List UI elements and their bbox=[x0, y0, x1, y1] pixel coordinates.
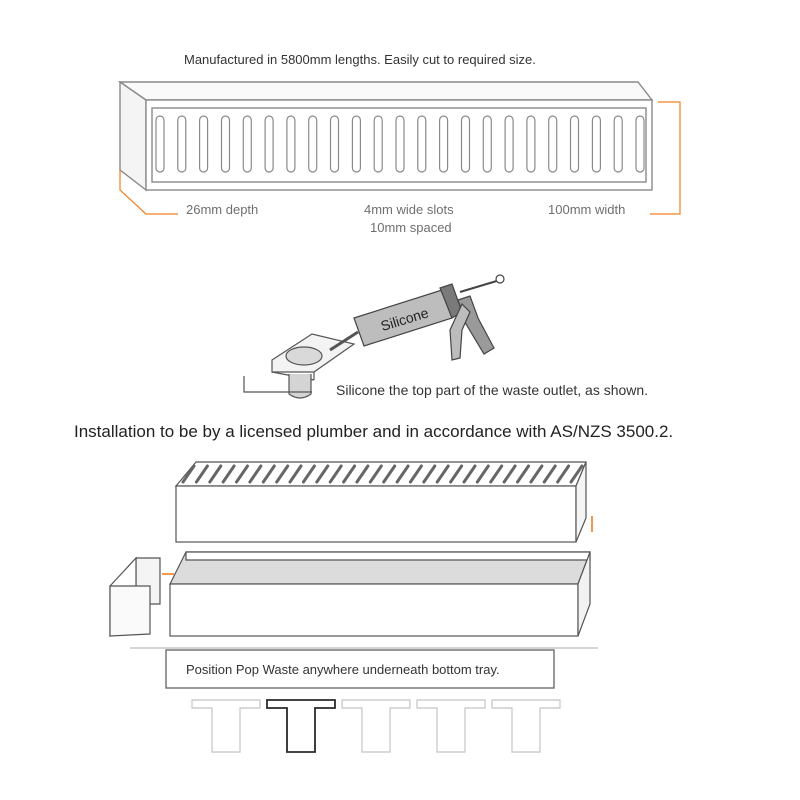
grate-left-side bbox=[120, 82, 146, 190]
grate-slot bbox=[331, 116, 339, 172]
grate-slot bbox=[178, 116, 186, 172]
slots-spacing-label: 10mm spaced bbox=[370, 220, 452, 235]
width-label: 100mm width bbox=[548, 202, 626, 217]
slots-width-label: 4mm wide slots bbox=[364, 202, 454, 217]
grate-slot bbox=[549, 116, 557, 172]
pop-waste-row bbox=[192, 700, 560, 752]
installation-note: Installation to be by a licensed plumber and in accordance with AS/NZS 3500.2. bbox=[74, 422, 674, 441]
pop-waste-outline bbox=[342, 700, 410, 752]
grate-slot bbox=[636, 116, 644, 172]
grate-slot bbox=[505, 116, 513, 172]
waste-pipe bbox=[289, 374, 311, 398]
tray-front-face bbox=[170, 584, 578, 636]
grate-slot bbox=[243, 116, 251, 172]
exploded-grate-front bbox=[176, 486, 576, 542]
gun-silicone-label: Silicone bbox=[378, 304, 431, 335]
rod-handle bbox=[496, 275, 504, 283]
end-cap bbox=[110, 558, 160, 636]
grate-slot bbox=[440, 116, 448, 172]
grate-slot bbox=[462, 116, 470, 172]
grate-slot bbox=[614, 116, 622, 172]
pop-waste-outline bbox=[417, 700, 485, 752]
grate-slot bbox=[352, 116, 360, 172]
grate-slot bbox=[592, 116, 600, 172]
grate-top-face bbox=[120, 82, 652, 100]
grate-slot bbox=[156, 116, 164, 172]
pop-waste-caption: Position Pop Waste anywhere underneath bottom tray. bbox=[186, 662, 500, 677]
grate-slot bbox=[287, 116, 295, 172]
silicone-caption: Silicone the top part of the waste outlet, as shown. bbox=[336, 382, 649, 398]
grate-slot bbox=[396, 116, 404, 172]
plunger-rod bbox=[460, 280, 500, 292]
width-dimension-line bbox=[650, 102, 680, 214]
grate-slot bbox=[374, 116, 382, 172]
grate-slot bbox=[200, 116, 208, 172]
grate-slot bbox=[222, 116, 230, 172]
end-cap-front bbox=[110, 586, 150, 636]
grate-slot bbox=[571, 116, 579, 172]
grate-slot bbox=[418, 116, 426, 172]
grate-caption: Manufactured in 5800mm lengths. Easily cut to required size. bbox=[184, 52, 536, 67]
channel-tray bbox=[170, 552, 590, 636]
waste-opening bbox=[286, 347, 322, 365]
grate-slots bbox=[156, 116, 644, 172]
grate-slot bbox=[483, 116, 491, 172]
grate-slot bbox=[527, 116, 535, 172]
depth-label: 26mm depth bbox=[186, 202, 259, 217]
tray-back-wall bbox=[186, 552, 590, 560]
grate-slot bbox=[265, 116, 273, 172]
pop-waste-active bbox=[267, 700, 335, 752]
grate-slot bbox=[309, 116, 317, 172]
pop-waste-outline bbox=[192, 700, 260, 752]
pop-waste-outline bbox=[492, 700, 560, 752]
